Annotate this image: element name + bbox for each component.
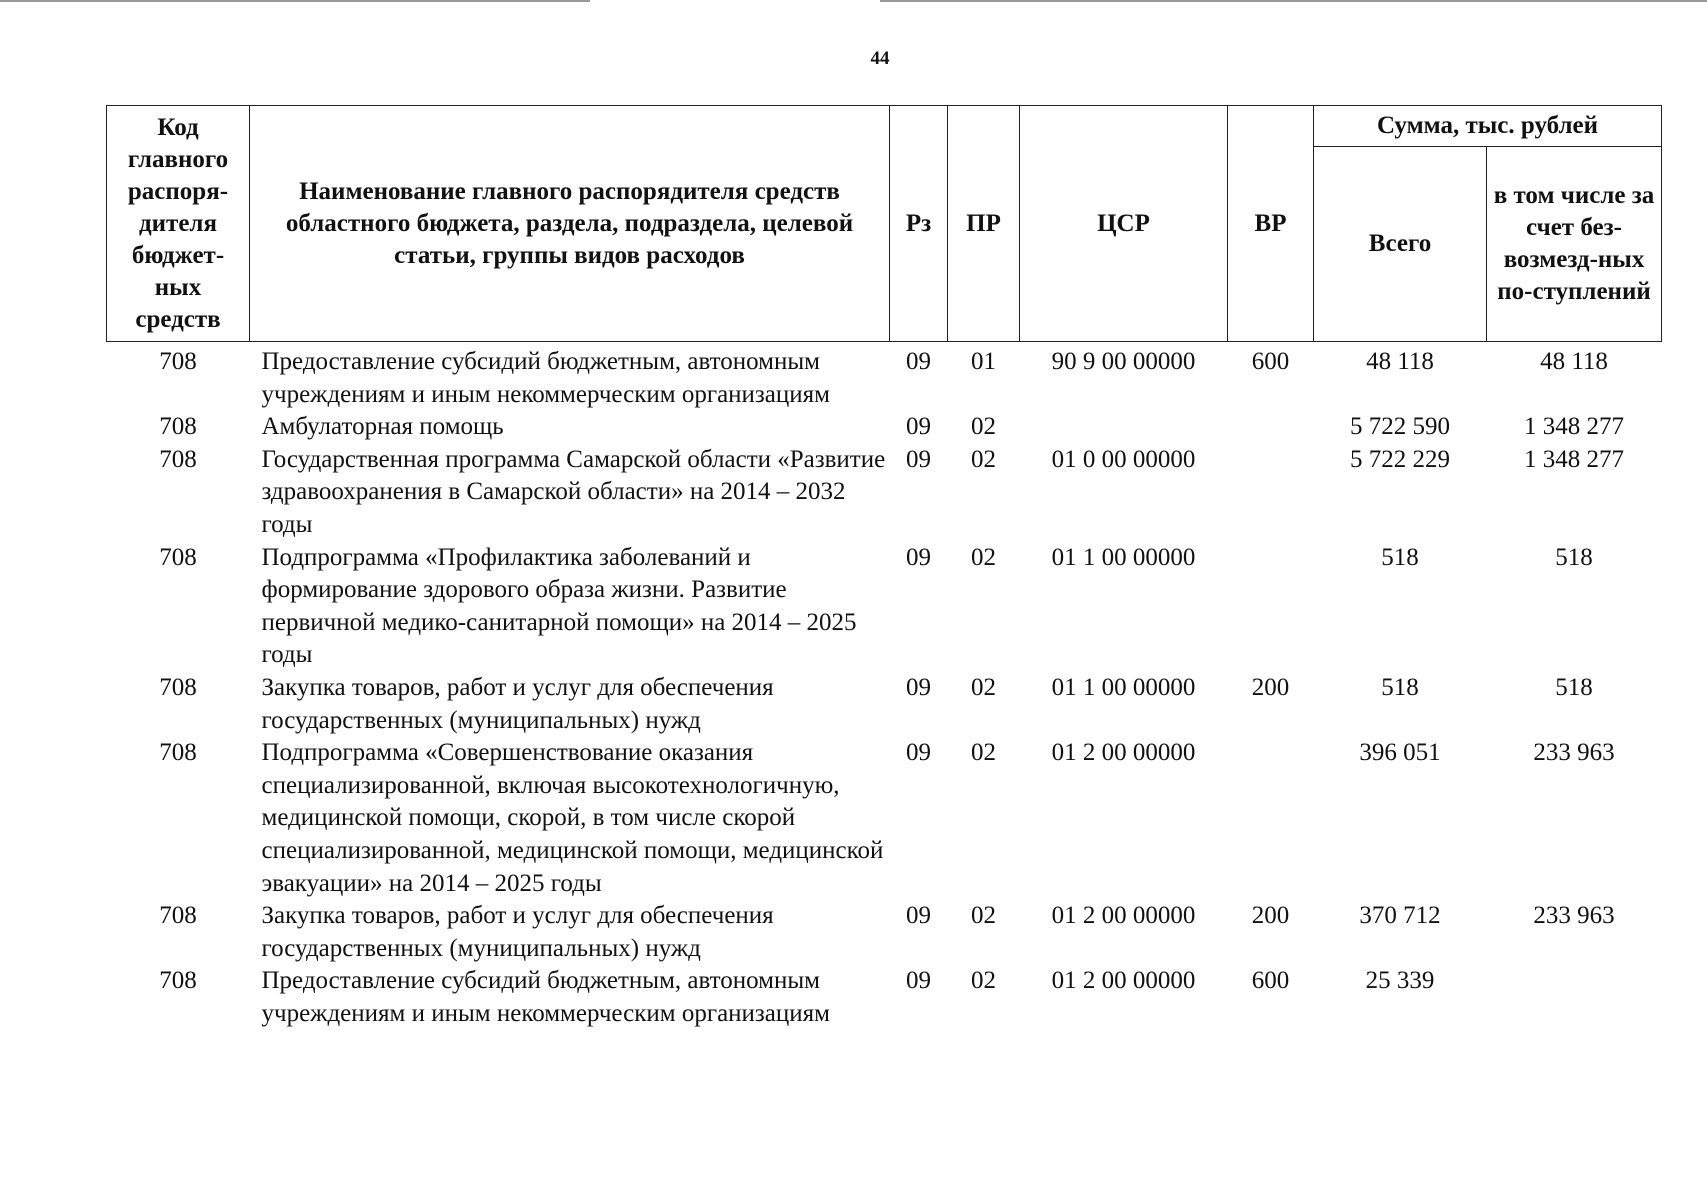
header-sum-group: Сумма, тыс. рублей [1314, 106, 1662, 147]
cell-vr [1228, 411, 1314, 444]
cell-gratis: 1 348 277 [1524, 413, 1624, 441]
page-number: 44 [870, 48, 890, 69]
cell-csr: 01 1 00 00000 [1051, 673, 1196, 701]
cell-vr [1228, 542, 1314, 672]
cell-code: 708 [159, 902, 197, 930]
cell-rz: 09 [906, 967, 931, 995]
table-row [107, 542, 1662, 672]
budget-table [106, 105, 1662, 1030]
cell-name: Закупка товаров, работ и услуг для обеспечения государственных (муниципальных) нужд [261, 673, 774, 734]
header-csr: ЦСР [1020, 106, 1228, 342]
cell-name: Подпрограмма «Профилактика заболеваний и формирование здорового образа жизни. Развитие первичной медико-санитарной помощи» на 2014 – 2025 годы [261, 543, 857, 669]
cell-vr [1228, 737, 1314, 900]
table-body [107, 342, 1662, 1031]
cell-pr: 02 [971, 445, 996, 473]
cell-vr [1228, 444, 1314, 542]
cell-code: 708 [159, 413, 197, 441]
cell-code: 708 [159, 543, 197, 571]
scan-edge-line-right [880, 0, 1707, 2]
cell-gratis: 518 [1555, 543, 1593, 571]
cell-pr: 02 [971, 967, 996, 995]
cell-csr: 01 2 00 00000 [1051, 967, 1196, 995]
cell-gratis: 233 963 [1533, 902, 1615, 930]
cell-rz: 09 [906, 673, 931, 701]
cell-name: Государственная программа Самарской области «Развитие здравоохранения в Самарской области» на 2014 – 2032 годы [261, 445, 886, 538]
cell-name: Амбулаторная помощь [261, 413, 504, 441]
cell-pr: 02 [971, 413, 996, 441]
table-row [107, 900, 1662, 965]
cell-rz: 09 [906, 902, 931, 930]
cell-rz: 09 [906, 739, 931, 767]
cell-total: 518 [1381, 543, 1419, 571]
cell-code: 708 [159, 739, 197, 767]
table-row [107, 342, 1662, 412]
cell-total: 5 722 229 [1350, 445, 1450, 473]
cell-code: 708 [159, 673, 197, 701]
cell-code: 708 [159, 967, 197, 995]
cell-vr: 200 [1251, 673, 1290, 701]
cell-gratis: 518 [1555, 673, 1593, 701]
cell-total: 396 051 [1359, 739, 1441, 767]
table-row [107, 411, 1662, 444]
cell-total: 370 712 [1359, 902, 1441, 930]
cell-code: 708 [159, 348, 197, 375]
cell-total: 518 [1381, 673, 1419, 701]
cell-pr: 02 [971, 673, 996, 701]
cell-csr: 01 1 00 00000 [1051, 543, 1196, 571]
cell-rz: 09 [906, 413, 931, 441]
cell-name: Подпрограмма «Совершенствование оказания специализированной, включая высокотехнологичную, медицинской помощи, скорой, в том числе скорой специализированной, медицинской помощи, медицинской эвакуации» на 2014 – 2025 годы [261, 739, 884, 897]
cell-pr: 02 [971, 543, 996, 571]
cell-csr: 90 9 00 00000 [1051, 348, 1196, 375]
cell-pr: 02 [971, 902, 996, 930]
header-vr: ВР [1228, 106, 1314, 342]
header-rz: Рз [890, 106, 948, 342]
cell-csr: 01 2 00 00000 [1051, 739, 1196, 767]
table-row [107, 444, 1662, 542]
table-row [107, 672, 1662, 737]
cell-rz: 09 [906, 445, 931, 473]
cell-vr: 200 [1251, 902, 1290, 930]
cell-gratis [1487, 965, 1662, 1030]
header-gratis: в том числе за счет без-возмезд-ных по-ступлений [1487, 147, 1662, 342]
cell-gratis: 48 118 [1540, 348, 1608, 375]
cell-csr: 01 0 00 00000 [1051, 445, 1196, 473]
cell-pr: 02 [971, 739, 996, 767]
table-header [107, 106, 1662, 342]
header-total: Всего [1314, 147, 1487, 342]
cell-csr: 01 2 00 00000 [1051, 902, 1196, 930]
cell-gratis: 1 348 277 [1524, 445, 1624, 473]
table-row [107, 965, 1662, 1030]
header-name: Наименование главного распорядителя средств областного бюджета, раздела, подраздела, целевой статьи, группы видов расходов [250, 106, 890, 342]
cell-vr: 600 [1251, 967, 1290, 995]
cell-csr [1020, 411, 1228, 444]
scan-edge-line-left [0, 0, 590, 2]
cell-rz: 09 [906, 543, 931, 571]
cell-name: Закупка товаров, работ и услуг для обеспечения государственных (муниципальных) нужд [261, 902, 774, 962]
cell-total: 5 722 590 [1350, 413, 1450, 441]
cell-name: Предоставление субсидий бюджетным, автономным учреждениям и иным некоммерческим организациям [261, 967, 830, 1027]
header-code: Код главного распоря-дителя бюджет-ных средств [107, 106, 250, 342]
cell-pr: 01 [971, 348, 996, 375]
cell-code: 708 [159, 445, 197, 473]
cell-total: 48 118 [1366, 348, 1434, 375]
cell-gratis: 233 963 [1533, 739, 1615, 767]
cell-vr: 600 [1251, 348, 1290, 375]
cell-rz: 09 [906, 348, 931, 375]
header-pr: ПР [948, 106, 1020, 342]
table-row [107, 737, 1662, 900]
cell-name: Предоставление субсидий бюджетным, автономным учреждениям и иным некоммерческим организациям [261, 348, 830, 408]
cell-total: 25 339 [1365, 967, 1435, 995]
